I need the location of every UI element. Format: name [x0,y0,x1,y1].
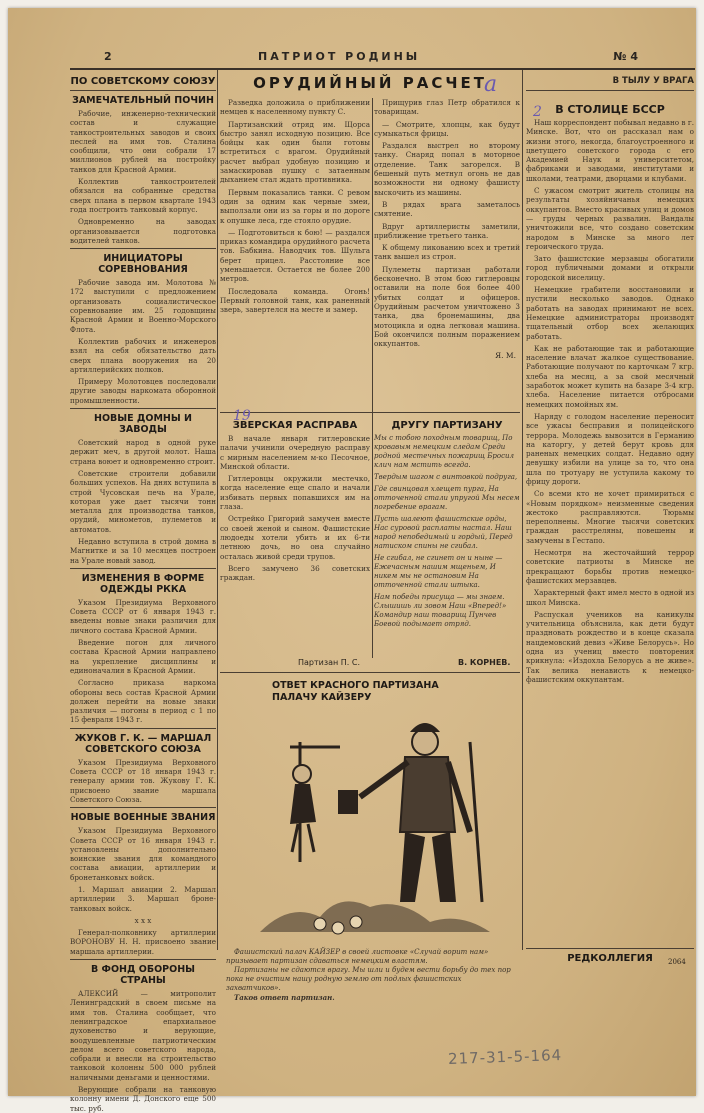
paragraph: Коллектив танкостроителей обязался на собранные средства сверх плана в первом квартале 1943 года построить танковый корпус. [70,177,216,214]
paragraph: Несмотря на жесточайший террор советские патриоты в Минске не прекращают борьбы против немецко-фашистских мерзавцев. [526,548,694,585]
paragraph: Рабочие завода им. Молотова № 172 выступили с предложением организовать социалистическое соревнование им. 25 годовщины Красной Армии и Военно-Морского Флота. [70,278,216,334]
article-title: ИНИЦИАТОРЫ СОРЕВНОВАНИЯ [98,253,188,276]
paragraph: Коллектив рабочих и инженеров взял на себя обязательство дать сверх плана вооружения на 20 артиллерийских полков. [70,336,216,374]
paragraph: — Смотрите, хлопцы, как будут сумыкаться фрицы. [374,119,520,138]
stanza: Пусть шалеют фашистские орды, Нас суровой расплаты настал. Наш народ непобедимый и гордый, Перед натиском спины не сгибал. [374,515,513,550]
poem-title: ДРУГУ ПАРТИЗАНУ [391,420,503,431]
pencil-mark: 19 [233,408,251,424]
paragraph: Разведка доложила о приближении немцев к населенному пункту С. [220,98,370,117]
column-rule-2 [372,98,373,658]
paragraph: К общему ликованию всех и третий танк вышел из строя. [374,243,520,262]
archive-handwritten-number: 217-31-5-164 [447,1046,563,1068]
paragraph: Острейко Григорий замучен вместе со своей женой и сыном. Фашистские людоеды хотели убить и их 6-ти летнюю дочь, но она случайно осталась живой среди трупов. [220,514,370,561]
divider [70,959,216,960]
paragraph: Наш корреспондент побывал недавно в г. Минске. Вот, что он рассказал нам о жизни этого, некогда, благоустроенного и цветущего советского города с его Академией Наук и университетом, фабриками и заводами, институтами и школами, театрами, дворцами и клубами. [526,118,694,183]
paragraph: Введение погон для личного состава Красной Армии направлено на укрепление дисциплины и единоначалия в Красной Армии. [70,638,216,675]
small-print-number: 2064 [668,958,686,966]
divider [70,408,216,409]
caption-line: Таков ответ партизан. [234,993,335,1002]
issue-number: № 4 [613,50,638,63]
column-artillery-b [374,72,520,410]
section-tab: В ТЫЛУ У ВРАГА [526,76,694,91]
paragraph: — Подготовиться к бою! — раздался приказ командира орудийного расчета тов. Бабкина. Наводчик тов. Шульга берет прицел. Расстояние все уменьшается. Остается не более 200 метров. [220,227,370,284]
paragraph: В начале января гитлеровские палачи учинили очередную расправу с мирным населением м-ко Песочное, Минской области. [220,434,370,471]
article [70,95,216,245]
divider [70,728,216,729]
paragraph: Пулеметы партизан работали бесконечно. В этом бою гитлеровцы оставили на поле боя более 400 убитых солдат и офицеров. Орудийным расчетом уничтожено 3 танка, два бронемашины, два мотоцикла и одна легковая машина. Бой окончился полным поражением оккупантов. [374,264,520,349]
cartoon-illustration [220,702,520,942]
cartoon-title: ОТВЕТ КРАСНОГО ПАРТИЗАНА ПАЛАЧУ КАЙЗЕРУ [272,680,439,703]
paragraph: Указом Президиума Верховного Совета СССР от 18 января 1943 г. генералу армии тов. Жукову Г. К. присвоено звание маршала Советского Союза. [70,757,216,804]
paragraph: Прищурив глаз Петр обратился к товарищам. [374,98,520,117]
pencil-mark: 2 [533,104,542,120]
article [70,964,216,1113]
paragraph: Наряду с голодом население переносит все ужасы бесправия и полицейского террора. Молодежь вывозится в Германию на каторгу, у детей берут кровь для раненых немецких солдат. Недавно одну девушку избили на улице за то, что она шла по тротуару не уступила какому то фрицу дороги. [526,411,694,486]
article [70,253,216,405]
paragraph: Согласно приказа наркома обороны весь состав Красной Армии должен перейти на новые знаки различия — погоны в период с 1 по 15 февраля 1943 г. [70,678,216,725]
paragraph: Генерал-полковнику артиллерии ВОРОНОВУ Н. Н. присвоено звание маршала артиллерии. [70,928,216,956]
editorial-board: РЕДКОЛЛЕГИЯ [567,953,653,964]
divider [70,90,216,91]
stanza: Не сгибал, не сгинет он и ныне — Ежечасным нашим мщеньем, И никем мы не остановим На отточенной стали штыка. [374,554,503,589]
banner-headline: ОРУДИЙНЫЙ РАСЧЕТ [253,74,487,92]
newspaper-sheet [8,8,696,1113]
pencil-mark: a [484,72,498,97]
paragraph: Вдруг артиллеристы заметили, приближение третьего танка. [374,221,520,240]
paragraph: Рабочие, инженерно-технический состав и служащие танкостроительных заводов и своих песлей на имя тов. Сталина сообщили, что они собрали 17 миллионов рублей на постройку танков для Красной Армии. [70,109,216,174]
poem-to-partisan [374,416,520,648]
paragraph: С ужасом смотрит житель столицы на результаты хозяйничанья немецких оккупантов. Вместо красивых улиц и домов — груды черных развалин. Вандалы уничтожили все, что создано советским народом в Минске за много лет героического труда. [526,186,694,251]
stanza: Где свинцовая хлещет пурга, На отточенной стали упругой Мы несем погребение врагам. [374,485,520,511]
paragraph: Недавно вступила в строй домна в Магнитке и за 10 месяцев построен на Урале новый завод. [70,536,216,565]
caption-line: Фашистский палач КАЙЗЕР в своей листовке «Случай ворит нам» призывает партизан сдаваться немецким властям. [226,948,489,965]
newspaper-page [8,8,696,1113]
masthead: ПАТРИОТ РОДИНЫ [258,50,421,63]
stanza: Мы с тобою походным товарищ, По кровавым немецким следам Среди родной местечных пожарищ Бросил клич нам мстить всегда. [374,434,514,469]
signature: Я. М. [495,351,516,361]
paragraph: Как не работающие так и работающие население влачат жалкое существование. Работающие получают по карточкам 7 кгр. хлеба на месяц, а за свой месячный заработок может купить на базаре 3-4 кгр. хлеба. Население питается отбросами немецких помойных ям. [526,343,694,409]
section-rule-1 [220,412,520,413]
paragraph: Зато фашистские мерзавцы обогатили город публичными домами и открыли городской виселицу. [526,254,694,282]
article [70,812,216,956]
paragraph: Последовала команда. Огонь! Первый головной танк, как раненный зверь, завертелся на месте и замер. [220,286,370,315]
stanza: Нам победы присуща — мы знаем. Слышишь ли зовом Наш «Вперед!» Командир наш товарищ Пунчев Боевой подымает отряд. [374,593,507,628]
article-title: НОВЫЕ ВОЕННЫЕ ЗВАНИЯ [70,812,216,824]
paragraph: Советские строители добавили больших успехов. На днях вступила в строй Чусовская печь на Урале, которая уже дает тысячи тонн металла для производства танков, орудий, минометов, пулеметов и автоматов. [70,468,216,534]
signature: Партизан П. С. [298,658,361,667]
article-title: ЗВЕРСКАЯ РАСПРАВА [232,420,358,431]
article-title: ЗАМЕЧАТЕЛЬНЫЙ ПОЧИН [72,95,214,106]
header-rule [70,68,695,70]
article-atrocity [220,416,370,648]
footer-rule [526,948,694,949]
paragraph: Раздался выстрел но второму танку. Снаряд попал в моторное отделение. Танк загорелся. В бешеный путь метнул огонь не дав возможности ни одному фашисту выскочить из машины. [374,141,520,197]
article-title: НОВЫЕ ДОМНЫ И ЗАВОДЫ [94,413,192,436]
paragraph: В рядах врага заметалось смятение. [374,199,520,219]
article-title: ИЗМЕНЕНИЯ В ФОРМЕ ОДЕЖДЫ РККА [81,572,205,595]
article-title: В ФОНД ОБОРОНЫ СТРАНЫ [91,964,195,987]
running-header [98,50,638,68]
divider [70,248,216,249]
paragraph: Распуская учеников на каникулы учительница объяснила, как дети будут праздновать рождество и в конце сказала нацдемовский девиз «Живе Белорусь». Но одна из учениц вместо повторения крикнула: «Издохла Белорусь а не живе». Так велика ненависть к немецко-фашистским оккупантам. [526,609,694,684]
divider [70,807,216,808]
paragraph: Первым показались танки. С ревом один за одним как черные змеи, выползали они из за горы и по дороге к опушке леса, где стояло орудие. [220,187,370,225]
paragraph: Указом Президиума Верховного Совета СССР от 6 января 1943 г. введены новые знаки различия для личного состава Красной Армии. [70,597,216,635]
section-rule-2 [220,672,520,673]
cartoon-caption [226,948,516,1002]
paragraph: Партизанский отряд им. Щорса быстро занял исходную позицию. Все бойцы как один были готовы встретиться с врагом. Орудийный расчет выбрал удобную позицию и замаскировав пушку с затаенным дыханием стал ждать противника. [220,119,370,185]
paragraph: Гитлеровцы окружили местечко, когда население еще спало и начали избивать первых попавшихся им на глаза. [220,474,370,512]
paragraph: Со всеми кто не хочет примириться с «Новым порядком» неизменные сведения жестоко расправляются. Тюрьмы переполнены. Многие тысячи советских граждан расстреляны, повешены и замучены в Гестапо. [526,489,694,545]
paragraph: Советский народ в одной руке держит меч, в другой молот. Наша страна воюет и одновременно строит. [70,438,216,466]
paragraph: Всего замучено 36 советских граждан. [220,563,370,583]
article [70,733,216,804]
column-rule-1 [217,70,218,950]
column-soviet-union [70,72,216,1113]
section-heading: ПО СОВЕТСКОМУ СОЮЗУ [70,76,216,87]
article-title: ЖУКОВ Г. К. — МАРШАЛ СОВЕТСКОГО СОЮЗА [74,732,212,755]
signature: В. КОРНЕВ. [458,658,511,667]
column-minsk [526,72,694,932]
paragraph: Указом Президиума Верховного Совета СССР от 16 января 1943 г. установлены дополнительно воинские звания для командного состава авиации, артиллерии и бронетанковых войск. [70,826,216,882]
paragraph: Верующие собрали на танковую колонну имени Д. Донского еще 500 тыс. руб. [70,1085,216,1113]
paragraph: Характерный факт имел место в одной из школ Минска. [526,588,694,607]
column-artillery-a [220,72,370,410]
column-rule-3 [522,70,523,950]
article [70,413,216,565]
paragraph: Немецкие грабители восстановили и пустили несколько заводов. Однако работать на заводах принимают не всех. Немецкие администраторы производят тщательный отбор всех желающих работать. [526,285,694,341]
paragraph: x x x [134,915,152,925]
caption-line: Партизаны не сдаются врагу. Мы шли и будем вести борьбу до тех пор пока не очистим нашу родную землю от подлых фашистских захватчиков». [226,966,511,992]
article-title: В СТОЛИЦЕ БССР [555,103,665,116]
paragraph: 1. Маршал авиации 2. Маршал артиллерии 3. Маршал броне-танковых войск. [70,885,216,913]
article [70,573,216,725]
paragraph: Одновременно на заводах организовывается подготовка водителей танков. [70,217,216,245]
paragraph: Примеру Молотовцев последовали другие заводы наркомата оборонной промышленности. [70,377,216,405]
page-number: 2 [104,50,112,63]
divider [70,568,216,569]
cartoon [220,674,520,944]
stanza: Твердым шагом с винтовкой подруга, [374,473,518,481]
paragraph: АЛЕКСИЙ — митрополит Ленинградский в своем письме на имя тов. Сталина сообщает, что ленинградское епархиальное духовенство и верующие, воодушевленные патриотическим делом всего советского народа, собрали и внесли на строительство танковой колонны 500 000 рублей наличными деньгами и ценностями. [70,989,216,1082]
